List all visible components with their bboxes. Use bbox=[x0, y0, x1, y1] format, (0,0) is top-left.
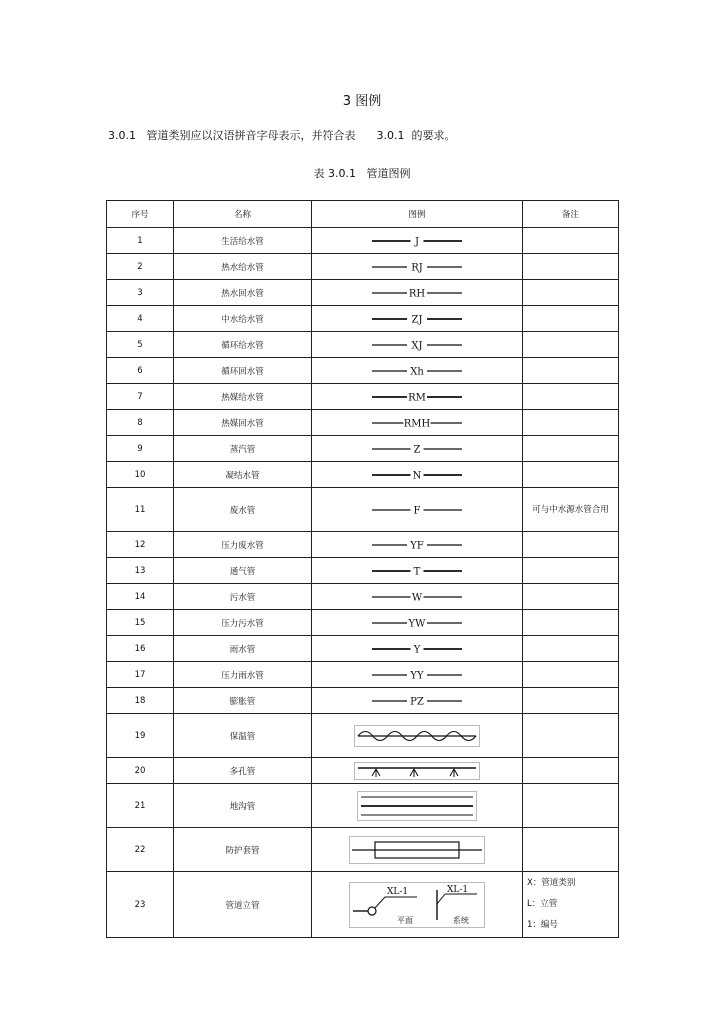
row-name: 循环回水管 bbox=[174, 358, 312, 384]
row-remark bbox=[523, 714, 619, 758]
row-figure bbox=[312, 384, 523, 410]
row-remark bbox=[523, 688, 619, 714]
row-remark: 可与中水源水管合用 bbox=[523, 488, 619, 532]
header-no: 序号 bbox=[107, 201, 174, 228]
row-remark bbox=[523, 558, 619, 584]
pipe-line-symbol bbox=[371, 234, 463, 248]
row-figure bbox=[312, 436, 523, 462]
row-name: 凝结水管 bbox=[174, 462, 312, 488]
row-remark bbox=[523, 636, 619, 662]
table-row bbox=[107, 610, 619, 636]
row-number: 21 bbox=[107, 784, 174, 828]
row-name: 压力污水管 bbox=[174, 610, 312, 636]
section-title: 3 图例 bbox=[342, 94, 382, 109]
row-name: 雨水管 bbox=[174, 636, 312, 662]
remark-line: L：立管 bbox=[527, 899, 558, 909]
row-number: 5 bbox=[107, 332, 174, 358]
pipe-line-symbol bbox=[371, 564, 463, 578]
row-name: 多孔管 bbox=[174, 758, 312, 784]
pipe-line-symbol bbox=[371, 416, 463, 430]
row-remark bbox=[523, 228, 619, 254]
pipe-line-symbol bbox=[371, 260, 463, 274]
row-name: 循环给水管 bbox=[174, 332, 312, 358]
row-figure bbox=[312, 872, 523, 938]
row-remark bbox=[523, 358, 619, 384]
pipe-code-label: ZJ bbox=[411, 314, 423, 325]
row-remark bbox=[523, 436, 619, 462]
row-name: 通气管 bbox=[174, 558, 312, 584]
row-number: 12 bbox=[107, 532, 174, 558]
row-remark bbox=[523, 254, 619, 280]
table-row bbox=[107, 332, 619, 358]
table-row bbox=[107, 828, 619, 872]
table-row bbox=[107, 228, 619, 254]
pipe-code-label: RJ bbox=[411, 262, 423, 273]
pipe-code-label: F bbox=[413, 505, 421, 516]
row-figure bbox=[312, 758, 523, 784]
pipe-line-symbol bbox=[371, 694, 463, 708]
row-name: 地沟管 bbox=[174, 784, 312, 828]
row-figure bbox=[312, 488, 523, 532]
table-row bbox=[107, 688, 619, 714]
row-number: 7 bbox=[107, 384, 174, 410]
pipe-code-label: YY bbox=[410, 670, 424, 681]
row-figure bbox=[312, 358, 523, 384]
pipe-code-label: XJ bbox=[411, 340, 423, 351]
insulated-pipe-symbol bbox=[354, 725, 480, 747]
row-name: 中水给水管 bbox=[174, 306, 312, 332]
row-remark bbox=[523, 332, 619, 358]
pipe-code-label: YW bbox=[408, 618, 426, 629]
table-row bbox=[107, 280, 619, 306]
row-name: 热水回水管 bbox=[174, 280, 312, 306]
row-number: 14 bbox=[107, 584, 174, 610]
row-number: 2 bbox=[107, 254, 174, 280]
table-row bbox=[107, 784, 619, 828]
pipe-line-symbol bbox=[371, 364, 463, 378]
pipe-code-label: W bbox=[411, 592, 423, 603]
row-figure bbox=[312, 228, 523, 254]
row-figure bbox=[312, 532, 523, 558]
row-remark bbox=[523, 784, 619, 828]
table-row bbox=[107, 384, 619, 410]
row-name: 膨胀管 bbox=[174, 688, 312, 714]
row-remark bbox=[523, 610, 619, 636]
table-caption: 表 3.0.1 管道图例 bbox=[313, 167, 411, 180]
row-name: 压力雨水管 bbox=[174, 662, 312, 688]
pipe-line-symbol bbox=[371, 468, 463, 482]
row-figure bbox=[312, 332, 523, 358]
row-name: 热水给水管 bbox=[174, 254, 312, 280]
row-name: 污水管 bbox=[174, 584, 312, 610]
pipe-line-symbol bbox=[371, 442, 463, 456]
row-number: 19 bbox=[107, 714, 174, 758]
table-body bbox=[107, 228, 619, 938]
row-remark bbox=[523, 584, 619, 610]
row-figure bbox=[312, 254, 523, 280]
row-number: 9 bbox=[107, 436, 174, 462]
row-name: 保温管 bbox=[174, 714, 312, 758]
pipe-legend-table bbox=[106, 200, 619, 938]
row-remark bbox=[523, 828, 619, 872]
table-row bbox=[107, 662, 619, 688]
row-number: 4 bbox=[107, 306, 174, 332]
row-figure bbox=[312, 828, 523, 872]
intro-paragraph: 3.0.1 管道类别应以汉语拼音字母表示，并符合表 3.0.1 的要求。 bbox=[108, 129, 456, 142]
row-remark bbox=[523, 662, 619, 688]
row-name: 压力废水管 bbox=[174, 532, 312, 558]
trench-pipe-symbol bbox=[357, 791, 477, 821]
pipe-line-symbol bbox=[371, 590, 463, 604]
pipe-code-label: RH bbox=[408, 288, 426, 299]
row-number: 18 bbox=[107, 688, 174, 714]
pipe-line-symbol bbox=[371, 338, 463, 352]
row-remark bbox=[523, 462, 619, 488]
row-number: 3 bbox=[107, 280, 174, 306]
row-figure bbox=[312, 784, 523, 828]
pipe-line-symbol bbox=[371, 616, 463, 630]
row-number: 23 bbox=[107, 872, 174, 938]
row-name: 生活给水管 bbox=[174, 228, 312, 254]
pipe-code-label: N bbox=[412, 470, 422, 481]
plan-view-label: 平面 bbox=[397, 915, 413, 925]
row-figure bbox=[312, 714, 523, 758]
pipe-code-label: PZ bbox=[410, 696, 424, 707]
pipe-line-symbol bbox=[371, 390, 463, 404]
table-row bbox=[107, 758, 619, 784]
row-figure bbox=[312, 662, 523, 688]
row-remark bbox=[523, 758, 619, 784]
row-figure bbox=[312, 610, 523, 636]
table-header-row bbox=[107, 201, 619, 228]
row-remark bbox=[523, 410, 619, 436]
row-name: 热媒回水管 bbox=[174, 410, 312, 436]
riser-plan-tag: XL-1 bbox=[387, 886, 409, 897]
pipe-line-symbol bbox=[371, 312, 463, 326]
row-number: 20 bbox=[107, 758, 174, 784]
row-number: 17 bbox=[107, 662, 174, 688]
table-row bbox=[107, 410, 619, 436]
row-name: 管道立管 bbox=[174, 872, 312, 938]
pipe-code-label: T bbox=[413, 566, 421, 577]
pipe-code-label: Z bbox=[413, 444, 421, 455]
row-figure bbox=[312, 558, 523, 584]
row-number: 13 bbox=[107, 558, 174, 584]
table-row bbox=[107, 872, 619, 938]
pipe-line-symbol bbox=[371, 286, 463, 300]
row-number: 16 bbox=[107, 636, 174, 662]
remark-line: 1：编号 bbox=[527, 920, 558, 930]
table-row bbox=[107, 488, 619, 532]
row-remark bbox=[523, 280, 619, 306]
table-row bbox=[107, 436, 619, 462]
row-name: 废水管 bbox=[174, 488, 312, 532]
row-number: 6 bbox=[107, 358, 174, 384]
header-remark: 备注 bbox=[523, 201, 619, 228]
row-figure bbox=[312, 280, 523, 306]
system-view-label: 系统 bbox=[453, 915, 469, 925]
row-number: 15 bbox=[107, 610, 174, 636]
pipe-code-label: RM bbox=[408, 392, 426, 403]
row-figure bbox=[312, 306, 523, 332]
pipe-line-symbol bbox=[371, 538, 463, 552]
riser-system-tag: XL-1 bbox=[447, 884, 469, 895]
row-remark bbox=[523, 532, 619, 558]
pipe-code-label: YF bbox=[410, 540, 424, 551]
pipe-code-label: Xh bbox=[410, 366, 424, 377]
row-number: 22 bbox=[107, 828, 174, 872]
row-figure bbox=[312, 584, 523, 610]
row-remark bbox=[523, 872, 619, 938]
table-row bbox=[107, 558, 619, 584]
table-row bbox=[107, 462, 619, 488]
table-row bbox=[107, 306, 619, 332]
perforated-pipe-symbol bbox=[354, 762, 480, 780]
table-row bbox=[107, 532, 619, 558]
pipe-line-symbol bbox=[371, 668, 463, 682]
header-figure: 图例 bbox=[312, 201, 523, 228]
pipe-code-label: J bbox=[414, 236, 420, 247]
row-number: 8 bbox=[107, 410, 174, 436]
row-figure bbox=[312, 688, 523, 714]
row-number: 11 bbox=[107, 488, 174, 532]
pipe-line-symbol bbox=[371, 503, 463, 517]
row-remark bbox=[523, 306, 619, 332]
row-name: 蒸汽管 bbox=[174, 436, 312, 462]
table-row bbox=[107, 254, 619, 280]
row-name: 防护套管 bbox=[174, 828, 312, 872]
row-number: 10 bbox=[107, 462, 174, 488]
row-remark bbox=[523, 384, 619, 410]
riser-pipe-symbol bbox=[349, 882, 485, 928]
table-row bbox=[107, 636, 619, 662]
table-row bbox=[107, 584, 619, 610]
pipe-code-label: Y bbox=[413, 644, 421, 655]
pipe-line-symbol bbox=[371, 642, 463, 656]
pipe-code-label: RMH bbox=[403, 418, 431, 429]
row-figure bbox=[312, 462, 523, 488]
row-figure bbox=[312, 410, 523, 436]
row-name: 热媒给水管 bbox=[174, 384, 312, 410]
remark-line: X：管道类别 bbox=[527, 878, 576, 888]
row-number: 1 bbox=[107, 228, 174, 254]
protective-sleeve-symbol bbox=[349, 836, 485, 864]
table-row bbox=[107, 358, 619, 384]
header-name: 名称 bbox=[174, 201, 312, 228]
row-figure bbox=[312, 636, 523, 662]
table-row bbox=[107, 714, 619, 758]
